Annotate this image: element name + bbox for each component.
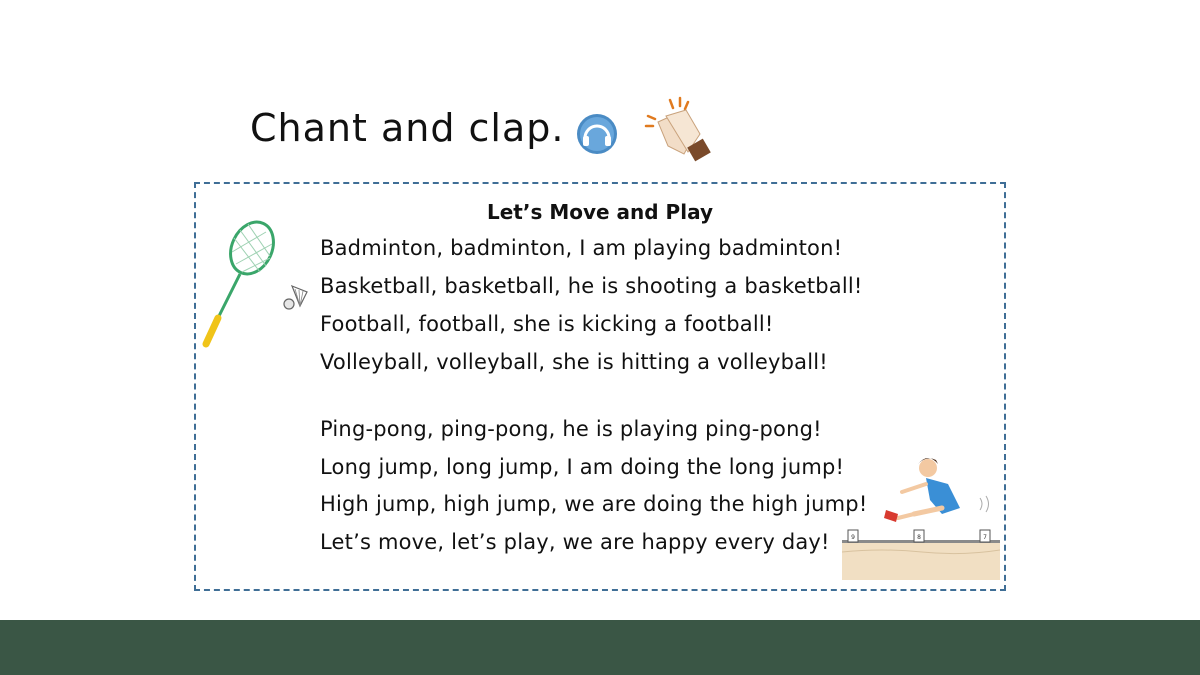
distance-marker: 7	[983, 534, 987, 541]
chant-line: Basketball, basketball, he is shooting a basketball!	[320, 274, 863, 298]
page-heading: Chant and clap.	[250, 106, 565, 150]
footer-bar	[0, 620, 1200, 675]
chant-line: Volleyball, volleyball, she is hitting a volleyball!	[320, 350, 828, 374]
chant-line: Let’s move, let’s play, we are happy every day!	[320, 530, 830, 554]
chant-line: High jump, high jump, we are doing the high jump!	[320, 492, 868, 516]
distance-marker: 9	[851, 534, 855, 541]
headphones-icon[interactable]	[576, 113, 618, 155]
chant-line: Football, football, she is kicking a football!	[320, 312, 774, 336]
clapping-hands-icon	[640, 96, 714, 162]
chant-line: Ping-pong, ping-pong, he is playing ping-pong!	[320, 417, 822, 441]
distance-marker: 8	[917, 534, 921, 541]
long-jump-illustration	[842, 452, 1000, 580]
chant-title: Let’s Move and Play	[487, 200, 713, 224]
chant-line: Badminton, badminton, I am playing badminton!	[320, 236, 843, 260]
shuttlecock-icon	[280, 282, 310, 312]
chant-line: Long jump, long jump, I am doing the long jump!	[320, 455, 845, 479]
badminton-racket-icon	[196, 218, 282, 356]
